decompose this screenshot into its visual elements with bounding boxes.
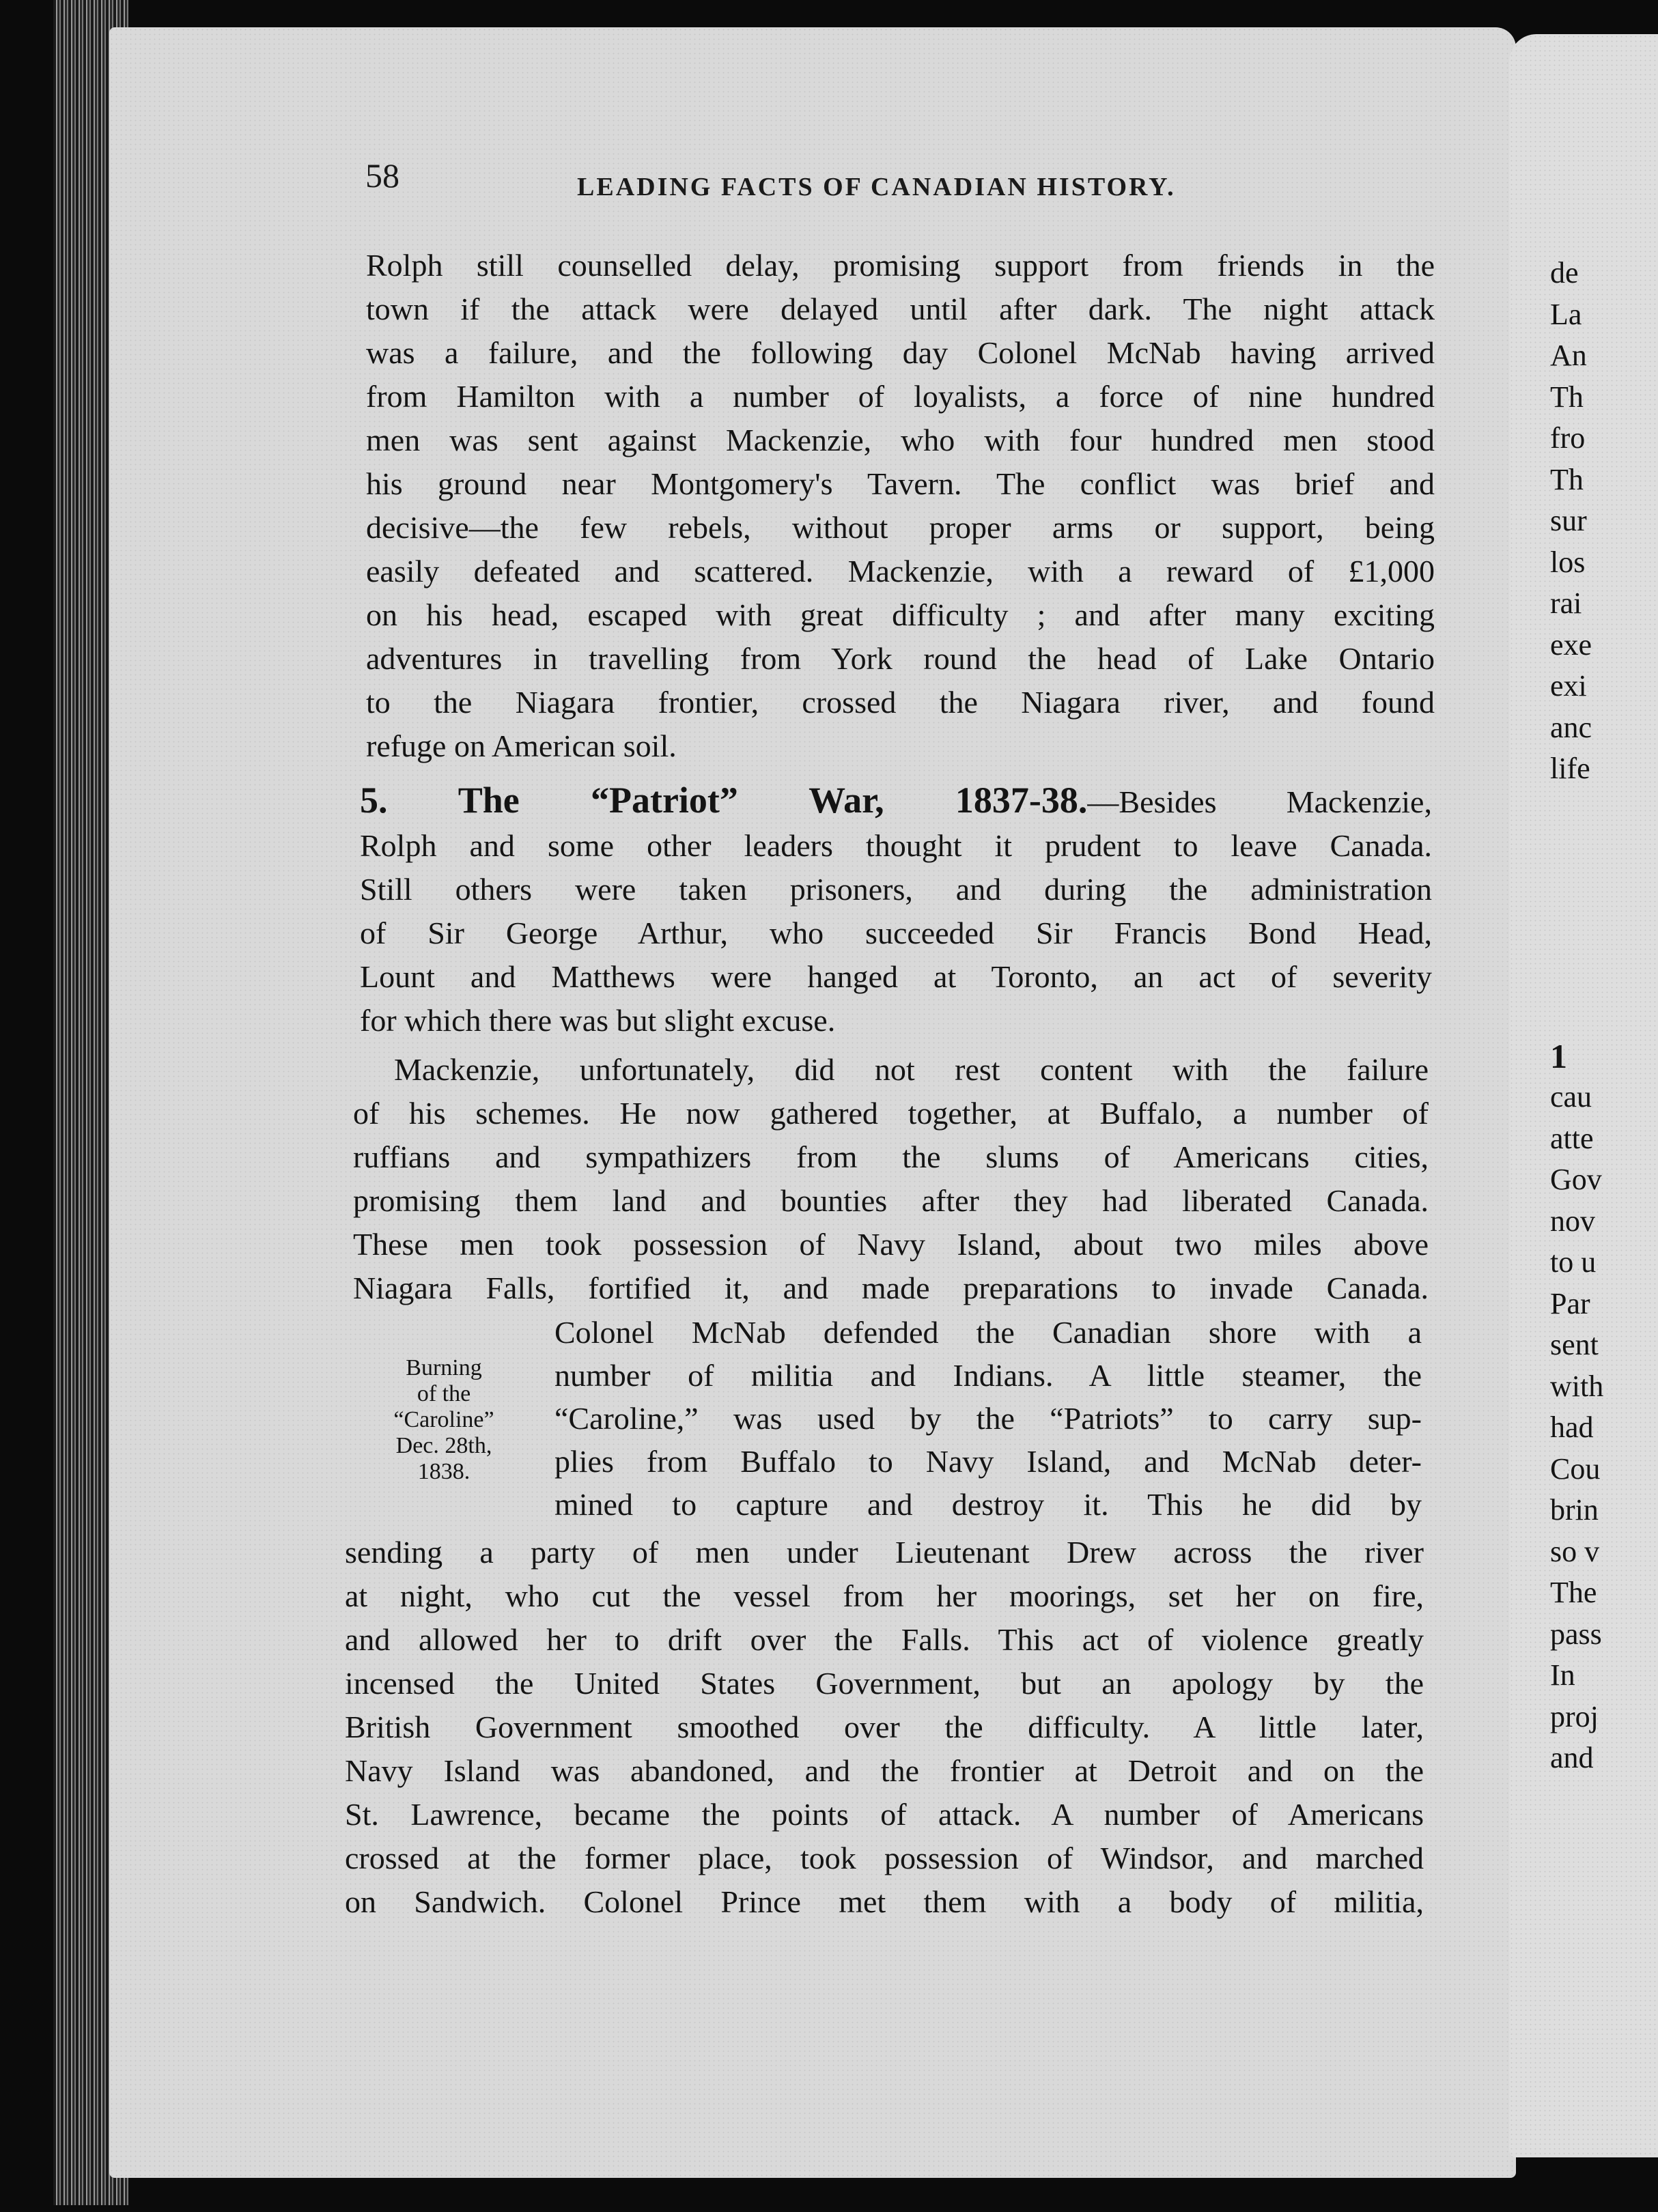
text-line: his ground near Montgomery's Tavern. The conflict was brief and: [366, 466, 1435, 501]
text-line: promising them land and bounties after they had liberated Canada.: [353, 1183, 1429, 1218]
facing-line: sur: [1550, 504, 1587, 537]
facing-line: had: [1550, 1410, 1594, 1444]
text-line: mined to capture and destroy it. This he did by: [554, 1487, 1422, 1522]
text-line: Rolph and some other leaders thought it prudent to leave Canada.: [360, 828, 1432, 863]
text-line: These men took possession of Navy Island, about two miles above: [353, 1227, 1429, 1262]
section-heading: 5. The “Patriot” War, 1837-38.: [360, 780, 1088, 821]
facing-line: de: [1550, 256, 1579, 289]
text-line: of his schemes. He now gathered together, at Buffalo, a number of: [353, 1096, 1429, 1131]
text-line: refuge on American soil.: [366, 728, 677, 763]
facing-line: An: [1550, 339, 1587, 372]
text-line: to the Niagara frontier, crossed the Niagara river, and found: [366, 685, 1435, 720]
text-line: Navy Island was abandoned, and the frontier at Detroit and on the: [345, 1753, 1424, 1788]
facing-line: La: [1550, 297, 1582, 331]
facing-line: The: [1550, 1576, 1597, 1609]
text-line: easily defeated and scattered. Mackenzie, with a reward of £1,000: [366, 554, 1435, 589]
facing-line: pass: [1550, 1617, 1602, 1651]
sidenote-line: of the: [417, 1381, 471, 1406]
facing-line: los: [1550, 545, 1586, 579]
text-line: Rolph still counselled delay, promising support from friends in the: [366, 248, 1435, 283]
text-line: on Sandwich. Colonel Prince met them with a body of militia,: [345, 1884, 1424, 1919]
facing-line: In: [1550, 1658, 1575, 1692]
text-line: town if the attack were delayed until after dark. The night attack: [366, 292, 1435, 326]
facing-line: anc: [1550, 710, 1592, 744]
text-line: was a failure, and the following day Colonel McNab having arrived: [366, 335, 1435, 370]
text-line: Niagara Falls, fortified it, and made preparations to invade Canada.: [353, 1271, 1429, 1305]
text-line: of Sir George Arthur, who succeeded Sir Francis Bond Head,: [360, 916, 1432, 950]
text-line: number of militia and Indians. A little steamer, the: [554, 1358, 1422, 1393]
text-line: Colonel McNab defended the Canadian shore with a: [554, 1315, 1422, 1350]
sidenote-line: “Caroline”: [393, 1407, 494, 1432]
text-line: Mackenzie, unfortunately, did not rest content with the failure: [394, 1052, 1429, 1087]
facing-line: so v: [1550, 1534, 1600, 1568]
facing-line: Th: [1550, 380, 1584, 414]
facing-line: sent: [1550, 1328, 1599, 1361]
text-line: ruffians and sympathizers from the slums of Americans cities,: [353, 1139, 1429, 1174]
facing-line: cau: [1550, 1080, 1592, 1114]
margin-sidenote: [355, 1355, 533, 1485]
facing-line: fro: [1550, 421, 1586, 455]
sidenote-line: 1838.: [417, 1459, 470, 1484]
facing-line: and: [1550, 1741, 1594, 1774]
facing-line: rai: [1550, 586, 1582, 620]
facing-page-text: [1550, 253, 1658, 1779]
text-line: British Government smoothed over the difficulty. A little later,: [345, 1710, 1424, 1744]
facing-heading-fragment: 1: [1550, 1036, 1567, 1075]
facing-line: atte: [1550, 1121, 1594, 1155]
facing-line: life: [1550, 752, 1590, 785]
facing-line: exi: [1550, 669, 1587, 703]
facing-line: Th: [1550, 462, 1584, 496]
section-patriot-war: [360, 778, 1432, 1043]
facing-line: brin: [1550, 1493, 1599, 1527]
text-line: Still others were taken prisoners, and during the administration: [360, 872, 1432, 907]
page-number: 58: [365, 156, 399, 195]
section-heading-line: [360, 778, 1432, 824]
text-line: and allowed her to drift over the Falls. This act of violence greatly: [345, 1622, 1424, 1657]
text-line: for which there was but slight excuse.: [360, 1003, 836, 1038]
text-line: from Hamilton with a number of loyalists, a force of nine hundred: [366, 379, 1435, 414]
facing-line: Par: [1550, 1286, 1590, 1320]
text-line: crossed at the former place, took possession of Windsor, and marched: [345, 1841, 1424, 1875]
text-line: on his head, escaped with great difficulty ; and after many exciting: [366, 597, 1435, 632]
facing-line: Gov: [1550, 1163, 1602, 1196]
text-line: sending a party of men under Lieutenant Drew across the river: [345, 1535, 1424, 1570]
text-line: St. Lawrence, became the points of attack. A number of Americans: [345, 1797, 1424, 1832]
facing-page: [1509, 34, 1658, 2157]
text-line: plies from Buffalo to Navy Island, and McNab deter-: [554, 1444, 1422, 1479]
text-line: at night, who cut the vessel from her moorings, set her on fire,: [345, 1578, 1424, 1613]
facing-gap: [1550, 790, 1658, 1036]
paragraph-rolph: [366, 244, 1435, 768]
text-line: men was sent against Mackenzie, who with four hundred men stood: [366, 423, 1435, 457]
text-line-fragment: —Besides Mackenzie,: [1087, 784, 1432, 819]
text-line: Lount and Matthews were hanged at Toronto, an act of severity: [360, 959, 1432, 994]
text-line: adventures in travelling from York round the head of Lake Ontario: [366, 641, 1435, 676]
text-line: “Caroline,” was used by the “Patriots” to carry sup-: [554, 1401, 1422, 1436]
text-line: incensed the United States Government, but an apology by the: [345, 1666, 1424, 1701]
paragraph-mcnab: [554, 1311, 1422, 1526]
facing-line: Cou: [1550, 1451, 1601, 1486]
paragraph-caroline: [345, 1531, 1424, 1924]
facing-line: to u: [1550, 1245, 1597, 1279]
running-head: LEADING FACTS OF CANADIAN HISTORY.: [577, 173, 1176, 201]
text-line: decisive—the few rebels, without proper arms or support, being: [366, 510, 1435, 545]
facing-line: exe: [1550, 627, 1592, 662]
facing-line: with: [1550, 1369, 1604, 1403]
sidenote-line: Dec. 28th,: [395, 1433, 492, 1458]
paragraph-mackenzie: [353, 1048, 1429, 1310]
facing-line: nov: [1550, 1204, 1595, 1238]
facing-line: proj: [1550, 1699, 1599, 1733]
sidenote-line: Burning: [406, 1355, 482, 1380]
